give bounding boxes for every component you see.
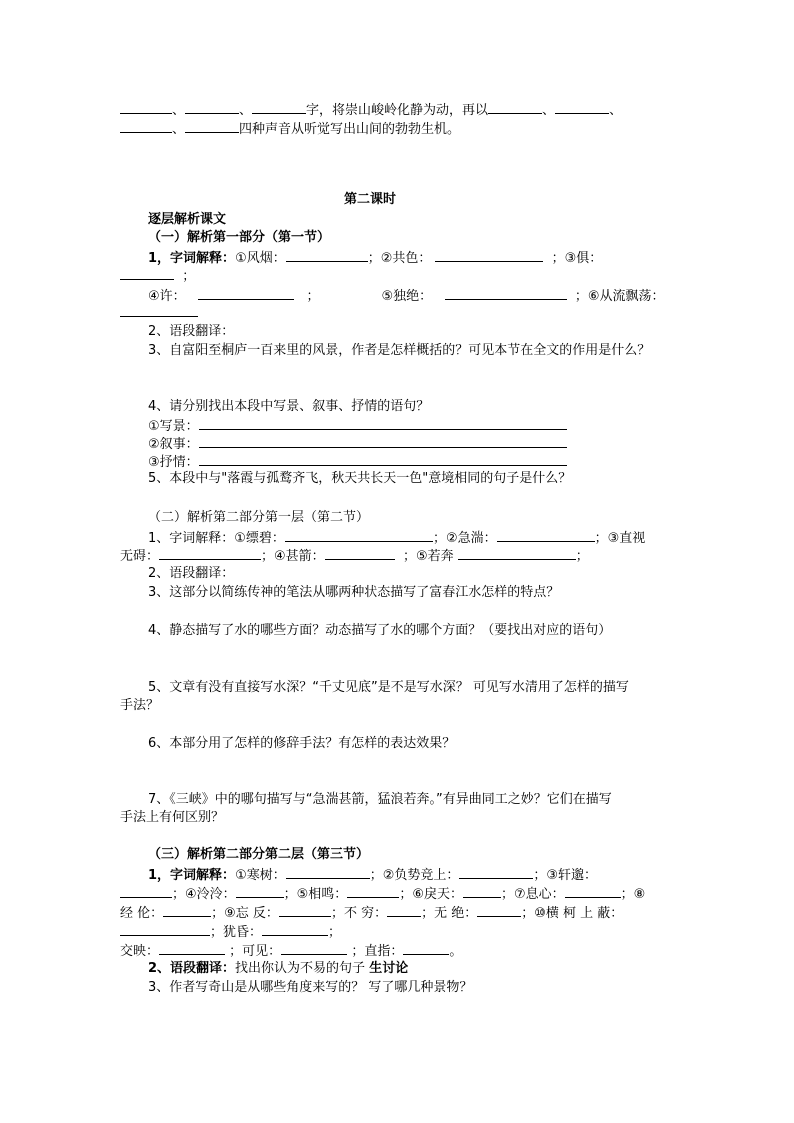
answer-blank[interactable] bbox=[120, 922, 210, 936]
answer-blank[interactable] bbox=[163, 903, 211, 917]
part3-q2-label: 2、语段翻译： bbox=[148, 961, 236, 976]
part1-q1-line3 bbox=[148, 286, 664, 306]
answer-blank[interactable] bbox=[325, 546, 395, 560]
part2-q2: 2、语段翻译： bbox=[148, 566, 235, 581]
term: ④许： bbox=[148, 289, 186, 304]
q4-label: ③抒情： bbox=[148, 455, 199, 470]
answer-blank[interactable] bbox=[403, 941, 449, 955]
part2-q6: 6、本部分用了怎样的修辞手法？有怎样的表达效果？ bbox=[148, 736, 456, 751]
part2-q7: 7、《三峡》中的哪句描写与“急湍甚箭，猛浪若奔。”有异曲同工之妙？它们在描写 bbox=[148, 792, 612, 807]
part1-q1 bbox=[148, 248, 602, 268]
part2-q7-cont: 手法上有何区别？ bbox=[120, 810, 225, 825]
answer-blank[interactable] bbox=[347, 884, 399, 898]
term: 交映： bbox=[120, 944, 160, 959]
part3-q1-number: 1， bbox=[148, 868, 171, 883]
answer-blank[interactable] bbox=[262, 922, 328, 936]
term: ；④甚箭： bbox=[261, 549, 325, 564]
part3-q1-line4: ；犹昏： ； bbox=[120, 922, 341, 942]
answer-blank[interactable] bbox=[279, 903, 331, 917]
term: ；⑦息心： bbox=[500, 887, 565, 902]
intro-line-1: 、 、 字，将崇山峻岭化静为动，再以 、 、 bbox=[120, 100, 622, 120]
term: ；⑧ bbox=[620, 887, 646, 902]
part3-q1-line2 bbox=[120, 884, 645, 904]
term: ①风烟： bbox=[235, 251, 286, 266]
part1-heading: （一）解析第一部分（第一节） bbox=[148, 230, 331, 245]
answer-blank[interactable] bbox=[120, 303, 198, 317]
part3-q1 bbox=[148, 865, 597, 885]
term: ；直指： bbox=[351, 944, 404, 959]
term: ；⑩横 柯 上 蔽： bbox=[521, 906, 624, 921]
part1-q5: 5、本段中与"落霞与孤鹜齐飞，秋天共长天一色"意境相同的句子是什么？ bbox=[148, 471, 572, 486]
part3-q2 bbox=[148, 960, 408, 978]
term: ；②共色： bbox=[367, 251, 432, 266]
part1-q3: 3、自富阳至桐庐一百来里的风景，作者是怎样概括的？可见本节在全文的作用是什么？ bbox=[148, 343, 651, 358]
section-heading: 逐层解析课文 bbox=[148, 212, 227, 227]
term: ；⑨忘 反： bbox=[211, 906, 279, 921]
term: 1、字词解释：①缥碧： bbox=[148, 531, 285, 546]
part2-q4: 4、静态描写了水的哪些方面？动态描写了水的哪个方面？（要找出对应的语句） bbox=[148, 623, 612, 638]
term: ；②负势竞上： bbox=[369, 868, 460, 883]
term: ；③轩邈： bbox=[533, 868, 598, 883]
part1-q1-number: 1， bbox=[148, 251, 171, 266]
term: ；⑥戾天： bbox=[399, 887, 463, 902]
term: 。 bbox=[449, 944, 463, 959]
answer-blank[interactable] bbox=[199, 452, 567, 466]
q4-label: ②叙事： bbox=[148, 437, 199, 452]
part1-q1-cont2 bbox=[120, 303, 198, 323]
intro-text-1: 字，将崇山峻岭化静为动，再以 bbox=[306, 103, 489, 118]
answer-blank[interactable] bbox=[252, 100, 306, 114]
term: 经 伦： bbox=[120, 906, 164, 921]
answer-blank[interactable] bbox=[120, 266, 174, 280]
answer-blank[interactable] bbox=[120, 100, 172, 114]
answer-blank[interactable] bbox=[477, 903, 521, 917]
part2-q3: 3、这部分以简练传神的笔法从哪两种状态描写了富春江水怎样的特点？ bbox=[148, 585, 560, 600]
term: ；犹昏： bbox=[210, 925, 263, 940]
answer-blank[interactable] bbox=[120, 884, 172, 898]
answer-blank[interactable] bbox=[199, 416, 567, 430]
lesson-title: 第二课时 bbox=[344, 192, 397, 207]
term: ；不 穷： bbox=[330, 906, 388, 921]
part1-q2: 2、语段翻译： bbox=[148, 324, 235, 339]
answer-blank[interactable] bbox=[488, 100, 542, 114]
term: ；③直视 bbox=[594, 531, 646, 546]
answer-blank[interactable] bbox=[281, 941, 347, 955]
answer-blank[interactable] bbox=[199, 434, 567, 448]
part1-q4-item bbox=[148, 416, 567, 436]
part3-q2-text: 找出你认为不易的句子 bbox=[235, 961, 366, 976]
term: ；⑥从流飘荡： bbox=[574, 289, 665, 304]
term: ①寒树： bbox=[235, 868, 286, 883]
part2-q5: 5、文章有没有直接写水深？“千丈见底”是不是写水深？ 可见写水清用了怎样的描写 bbox=[148, 680, 629, 695]
term: ；⑤若奔 bbox=[402, 549, 454, 564]
answer-blank[interactable] bbox=[159, 941, 225, 955]
part2-q5-cont: 手法？ bbox=[120, 698, 160, 713]
term: ；④泠泠： bbox=[172, 887, 236, 902]
answer-blank[interactable] bbox=[565, 884, 621, 898]
answer-blank[interactable] bbox=[458, 546, 576, 560]
term: ；无 绝： bbox=[421, 906, 478, 921]
term: ；②急湍： bbox=[432, 531, 497, 546]
answer-blank[interactable] bbox=[387, 903, 421, 917]
part3-q2-discussion: 生讨论 bbox=[369, 961, 409, 976]
part3-q1-label: 字词解释： bbox=[170, 868, 236, 883]
answer-blank[interactable] bbox=[120, 119, 172, 133]
intro-text-2: 四种声音从听觉写出山间的勃勃生机。 bbox=[239, 122, 461, 137]
part2-q1-cont: 无碍： ；④甚箭： ；⑤若奔 ； bbox=[120, 546, 589, 566]
part3-q1-line5 bbox=[120, 941, 462, 961]
answer-blank[interactable] bbox=[555, 100, 609, 114]
term: ；可见： bbox=[229, 944, 282, 959]
answer-blank[interactable] bbox=[497, 528, 595, 542]
part3-q1-line3 bbox=[120, 903, 623, 923]
answer-blank[interactable] bbox=[285, 528, 433, 542]
q4-label: ①写景： bbox=[148, 419, 199, 434]
answer-blank[interactable] bbox=[236, 884, 284, 898]
answer-blank[interactable] bbox=[463, 884, 501, 898]
part2-heading: （二）解析第二部分第一层（第二节） bbox=[148, 510, 370, 525]
answer-blank[interactable] bbox=[198, 286, 294, 300]
answer-blank[interactable] bbox=[286, 865, 370, 879]
part1-q4: 4、请分别找出本段中写景、叙事、抒情的语句？ bbox=[148, 399, 430, 414]
intro-line-2: 、 四种声音从听觉写出山间的勃勃生机。 bbox=[120, 119, 460, 139]
part3-heading: （三）解析第二部分第二层（第三节） bbox=[148, 847, 370, 862]
part1-q1-cont: ； bbox=[120, 266, 195, 286]
term: 无碍： bbox=[120, 549, 160, 564]
answer-blank[interactable] bbox=[286, 248, 368, 262]
answer-blank[interactable] bbox=[185, 119, 239, 133]
answer-blank[interactable] bbox=[445, 286, 567, 300]
term: ；③俱： bbox=[551, 251, 603, 266]
part3-q3: 3、作者写奇山是从哪些角度来写的？ 写了哪几种景物？ bbox=[148, 980, 473, 995]
answer-blank[interactable] bbox=[459, 865, 533, 879]
answer-blank[interactable] bbox=[159, 546, 261, 560]
term: ；⑤相鸣： bbox=[283, 887, 348, 902]
part1-q4-item bbox=[148, 434, 567, 454]
part2-q1 bbox=[148, 528, 645, 548]
answer-blank[interactable] bbox=[185, 100, 239, 114]
term: ⑤独绝： bbox=[381, 289, 433, 304]
part1-q4-item bbox=[148, 452, 567, 472]
answer-blank[interactable] bbox=[435, 248, 543, 262]
part1-q1-label: 字词解释： bbox=[170, 251, 236, 266]
separator: ； bbox=[306, 289, 320, 304]
